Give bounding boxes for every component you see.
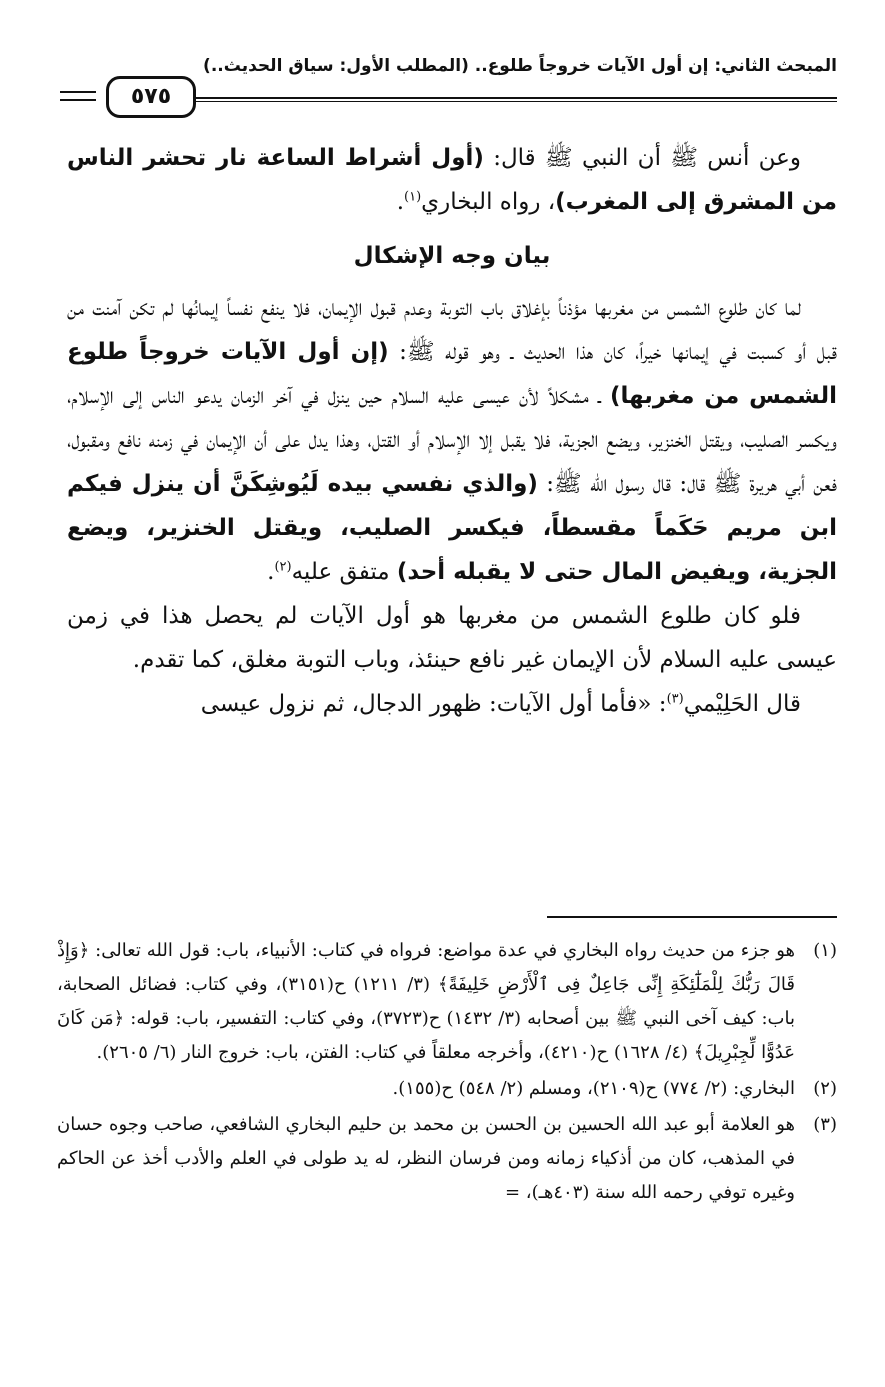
section-title: بيان وجه الإشكال (353, 243, 551, 269)
paragraph-2: لما كان طلوع الشمس من مغربها مؤذناً بإغلاق باب التوبة وعدم قبول الإيمان، فلا ينفع نفساً إيمانُها لم تكن آمنت من قبل أو كسبت في إيمانها خيراً، كان هذا الحديث ـ وهو قوله ﷺ: (إن أول الآيات خروجاً طلوع الشمس من مغربها) ـ مشكلاً لأن عيسى عليه السلام حين ينزل في آخر الزمان يدعو الناس إلى الإسلام، ويكسر الصليب، ويقتل الخنزير، ويضع الجزية، فلا يقبل إلا الإسلام أو القتل، وهذا يدل على أن الإيمان في زمنه نافع ومقبول، فعن أبي هريرة ﷺ قال: قال رسول الله ﷺ: (والذي نفسي بيده لَيُوشِكَنَّ أن ينزل فيكم ابن مريم حَكَماً مقسطاً، فيكسر الصليب، ويقتل الخنزير، ويضع الجزية، ويفيض المال حتى لا يقبله أحد) متفق عليه$^{(٢)}$. (67, 295, 837, 585)
footnote-ref-1: (١) (404, 189, 422, 205)
hadith-quote: (والذي نفسي بيده لَيُوشِكَنَّ أن ينزل فيكم ابن مريم حَكَماً مقسطاً، فيكسر الصليب، ويقتل الخنزير، ويضع الجزية، ويفيض المال حتى لا يقبله أحد) (67, 471, 837, 585)
page-number: ٥٧٥ (106, 76, 196, 118)
footnote-ref-2: (٢) (274, 559, 292, 575)
footnote (57, 934, 837, 1070)
footnotes (57, 934, 837, 1212)
paragraph-3: فلو كان طلوع الشمس من مغربها هو أول الآيات لم يحصل هذا في زمن عيسى عليه السلام لأن الإيمان غير نافع حينئذ، وباب التوبة مغلق، كما تقدم. (67, 603, 837, 673)
footnote-text: البخاري: (٢/ ٧٧٤) ح(٢١٠٩)، ومسلم (٢/ ٥٤٨) ح(١٥٥). (392, 1078, 795, 1099)
footnote-ref-3: (٣) (666, 691, 684, 707)
header-rule (195, 97, 837, 102)
paragraph-1: وعن أنس ﷺ أن النبي ﷺ قال: (أول أشراط الساعة نار تحشر الناس من المشرق إلى المغرب)، رواه البخاري$^{(١)}$. (67, 145, 837, 215)
main-text (67, 136, 837, 726)
footnote-text: هو جزء من حديث رواه البخاري في عدة مواضع: فرواه في كتاب: الأنبياء، باب: قول الله تعالى: ﴿وَإِذْ قَالَ رَبُّكَ لِلْمَلَٰٓئِكَةِ إِنِّى جَاعِلٌ فِى ٱلْأَرْضِ خَلِيفَةً﴾ (٣/ ١٢١١) ح(٣١٥١)، وفي كتاب: فضائل الصحابة، باب: كيف آخى النبي ﷺ بين أصحابه (٣/ ١٤٣٢) ح(٣٧٢٣)، وفي كتاب: التفسير، باب: قوله: ﴿مَن كَانَ عَدُوًّا لِّجِبْرِيلَ﴾ (٤/ ١٦٢٨) ح(٤٢١٠)، وأخرجه معلقاً في كتاب: الفتن، باب: خروج النار (٦/ ٢٦٠٥). (57, 940, 796, 1063)
footnote-number: (١) (813, 940, 837, 961)
footnote-number: (٢) (813, 1078, 837, 1099)
paragraph-4: قال الحَلِيْمي$^{(٣)}$: «فأما أول الآيات: ظهور الدجال، ثم نزول عيسى (200, 691, 801, 717)
footnote-number: (٣) (813, 1114, 837, 1135)
footnote-rule (547, 916, 837, 918)
hadith-quote: (أول أشراط الساعة نار تحشر الناس من المشرق إلى المغرب) (67, 145, 837, 215)
footnote (57, 1108, 837, 1210)
header-equals-mark (60, 91, 96, 101)
running-header: المبحث الثاني: إن أول الآيات خروجاً طلوع.. (المطلب الأول: سياق الحديث..) (203, 56, 837, 76)
footnote-text: هو العلامة أبو عبد الله الحسين بن الحسن بن محمد بن حليم البخاري الشافعي، صاحب وجوه حسان في المذهب، كان من أذكياء زمانه ومن فرسان النظر، له يد طولى في العلم والأدب أخذ عن الحاكم وغيره توفي رحمه الله سنة (٤٠٣هـ)، = (57, 1114, 795, 1203)
hadith-quote: (إن أول الآيات خروجاً طلوع الشمس من مغربها) (67, 339, 837, 409)
footnote (57, 1072, 837, 1106)
